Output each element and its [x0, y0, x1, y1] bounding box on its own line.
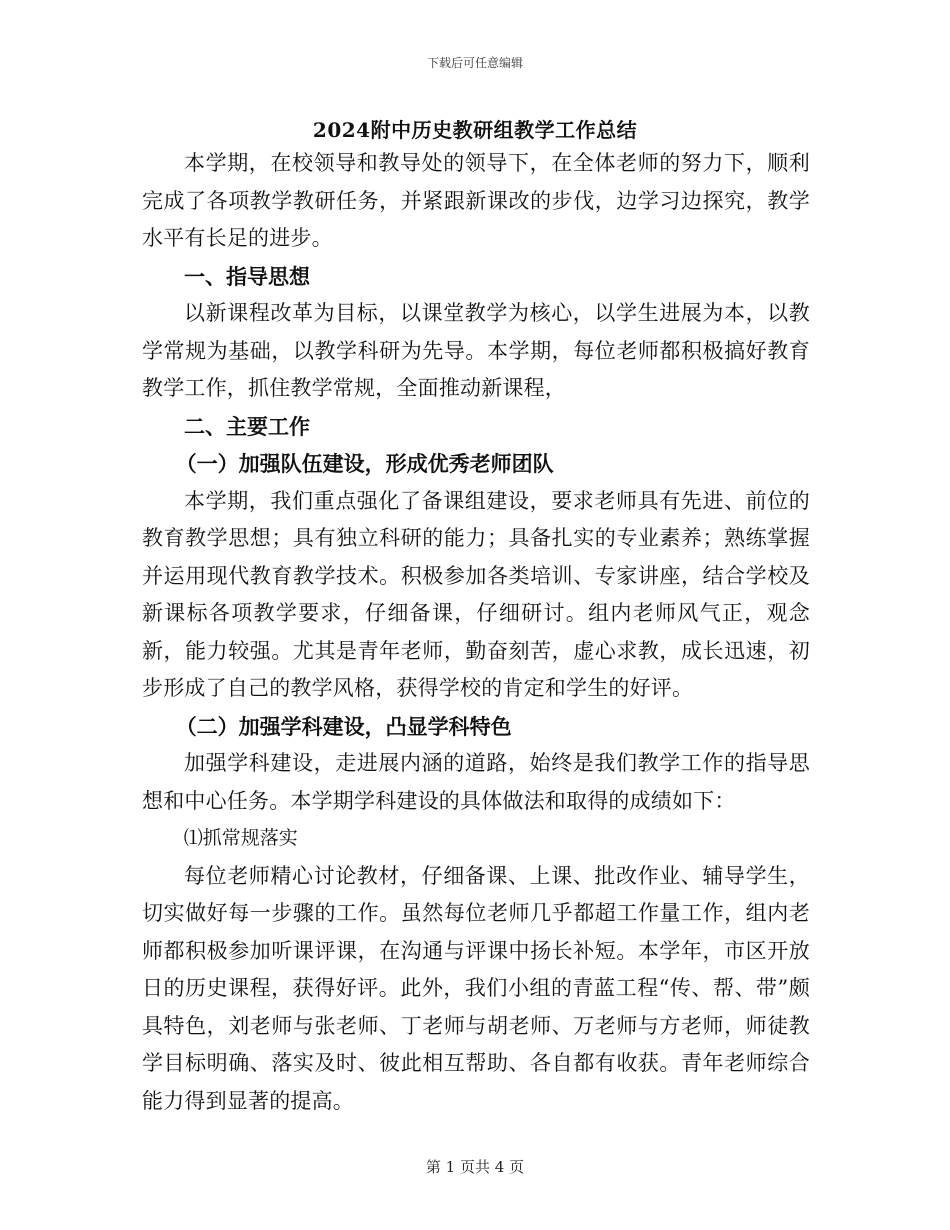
document-body [142, 145, 810, 1120]
page-footer: 第 1 页共 4 页 [425, 1158, 525, 1176]
list-item-routine: ⑴抓常规落实 [183, 827, 298, 849]
section-heading-main-work: 二、主要工作 [184, 413, 310, 439]
header-note: 下载后可任意编辑 [426, 56, 523, 70]
paragraph-discipline-building: 加强学科建设，走进展内涵的道路，始终是我们教学工作的指导思想和中心任务。本学期学科建设的具体做法和取得的成绩如下： [142, 751, 810, 813]
paragraph-guiding-thought: 以新课程改革为目标，以课堂教学为核心，以学生进展为本，以教学常规为基础，以教学科研为先导。本学期，每位老师都积极搞好教育教学工作，抓住教学常规，全面推动新课程， [142, 301, 810, 400]
document-title: 2024附中历史教研组教学工作总结 [312, 118, 638, 142]
subsection-heading-team-building: （一）加强队伍建设，形成优秀老师团队 [175, 451, 554, 476]
paragraph-team-building: 本学期，我们重点强化了备课组建设，要求老师具有先进、前位的教育教学思想；具有独立科研的能力；具备扎实的专业素养；熟练掌握并运用现代教育教学技术。积极参加各类培训、专家讲座，结合学校及新课标各项教学要求，仔细备课，仔细研讨。组内老师风气正，观念新，能力较强。尤其是青年老师，勤奋刻苦，虚心求教，成长迅速，初步形成了自己的教学风格，获得学校的肯定和学生的好评。 [142, 488, 810, 700]
subsection-heading-discipline-building: （二）加强学科建设，凸显学科特色 [175, 713, 512, 739]
paragraph-intro: 本学期，在校领导和教导处的领导下，在全体老师的努力下，顺利完成了各项教学教研任务，并紧跟新课改的步伐，边学习边探究，教学水平有长足的进步。 [142, 151, 810, 250]
section-heading-guiding-thought: 一、指导思想 [184, 263, 310, 289]
paragraph-routine: 每位老师精心讨论教材，仔细备课、上课、批改作业、辅导学生，切实做好每一步骤的工作。虽然每位老师几乎都超工作量工作，组内老师都积极参加听课评课，在沟通与评课中扬长补短。本学年，市区开放日的历史课程，获得好评。此外，我们小组的青蓝工程“传、帮、带”颇具特色，刘老师与张老师、丁老师与胡老师、万老师与方老师，师徒教学目标明确、落实及时、彼此相互帮助、各自都有收获。青年老师综合能力得到显著的提高。 [142, 863, 810, 1113]
